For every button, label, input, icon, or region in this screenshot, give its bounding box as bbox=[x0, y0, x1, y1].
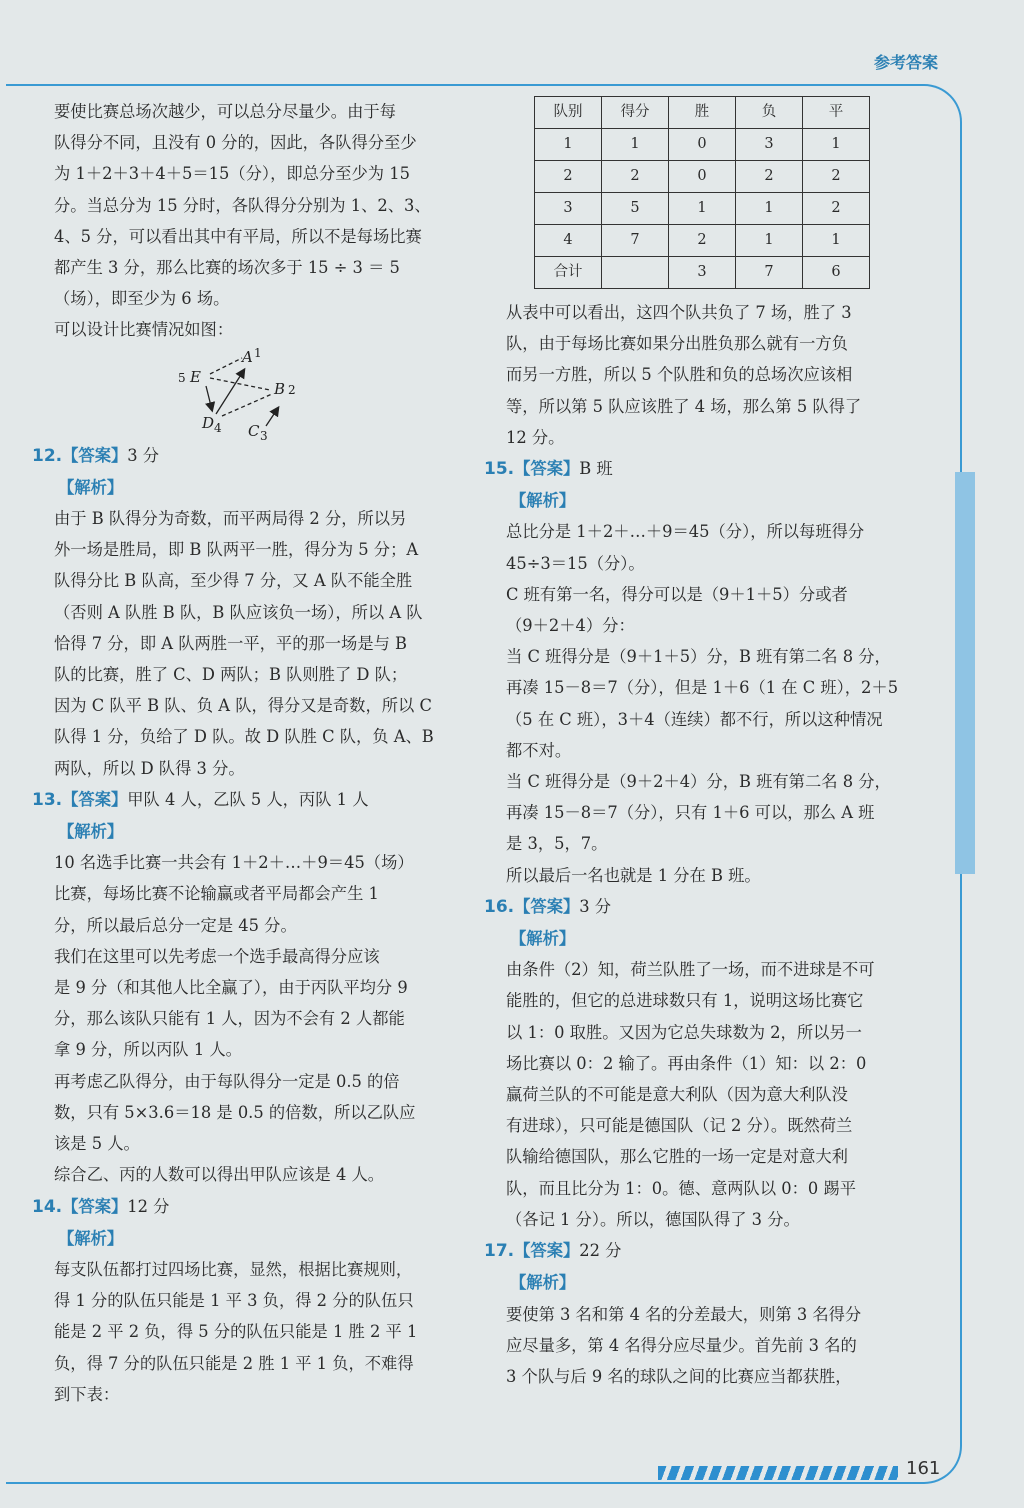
answer-line bbox=[32, 440, 452, 472]
table-cell: 合计 bbox=[535, 257, 602, 289]
question-12 bbox=[32, 440, 452, 784]
analysis-line: 都不对。 bbox=[506, 740, 572, 760]
question-number: 14. bbox=[32, 1196, 63, 1217]
table-row bbox=[535, 161, 870, 193]
edge-d-b bbox=[222, 394, 272, 416]
design-line: 可以设计比赛情况如图： bbox=[54, 320, 234, 340]
answer-line bbox=[484, 891, 904, 923]
analysis-line: 是 9 分（和其他人比全赢了），由于丙队平均分 9 bbox=[54, 978, 408, 998]
analysis-line: 赢荷兰队的不可能是意大利队（因为意大利队没 bbox=[506, 1085, 848, 1105]
analysis-line: 总比分是 1＋2＋…＋9＝45（分），所以每班得分 bbox=[506, 522, 865, 542]
analysis-line: 再凑 15－8＝7（分），只有 1＋6 可以，那么 A 班 bbox=[506, 803, 875, 823]
analysis-line: （9＋2＋4）分： bbox=[506, 616, 635, 636]
table-cell: 4 bbox=[535, 225, 602, 257]
analysis-line: （5 在 C 班），3＋4（连续）都不行，所以这种情况 bbox=[506, 709, 883, 729]
question-14-continued bbox=[484, 297, 904, 453]
analysis-tag-line bbox=[484, 923, 904, 954]
analysis-line: 再考虑乙队得分，由于每队得分一定是 0.5 的倍 bbox=[54, 1071, 400, 1091]
match-diagram-svg bbox=[32, 346, 452, 440]
analysis-line: 分，那么该队只能有 1 人，因为不会有 2 人都能 bbox=[54, 1009, 405, 1029]
table-cell: 2 bbox=[602, 161, 669, 193]
footer-stripes bbox=[658, 1466, 898, 1480]
analysis-line: 是 3，5，7。 bbox=[506, 834, 608, 854]
intro-line: 都产生 3 分，那么比赛的场次多于 15 ÷ 3 ＝ 5 bbox=[54, 258, 400, 278]
table-cell bbox=[602, 257, 669, 289]
analysis-line: 负，得 7 分的队伍只能是 2 胜 1 平 1 负，不难得 bbox=[54, 1353, 414, 1373]
analysis-line: 两队，所以 D 队得 3 分。 bbox=[54, 758, 245, 778]
analysis-line: 3 个队与后 9 名的球队之间的比赛应当都获胜， bbox=[506, 1366, 852, 1386]
analysis-line: 有进球），只可能是德国队（记 2 分）。既然荷兰 bbox=[506, 1116, 853, 1136]
table-header-cell: 得分 bbox=[602, 97, 669, 129]
edge-c-b bbox=[266, 408, 278, 426]
node-e-num: 5 bbox=[178, 370, 186, 385]
analysis-line: 当 C 班得分是（9＋2＋4）分，B 班有第二名 8 分， bbox=[506, 772, 891, 792]
edge-e-d bbox=[206, 386, 212, 410]
node-a-num: 1 bbox=[254, 345, 262, 360]
table-cell: 1 bbox=[803, 129, 870, 161]
answer-text: 12 分 bbox=[127, 1196, 170, 1216]
answer-tag: 【答案】 bbox=[514, 896, 580, 916]
question-13 bbox=[32, 784, 452, 1191]
analysis-line: 得 1 分的队伍只能是 1 平 3 负，得 2 分的队伍只 bbox=[54, 1291, 414, 1311]
answer-text: B 班 bbox=[579, 459, 613, 479]
analysis-line: 应尽量多，第 4 名得分应尽量少。首先前 3 名的 bbox=[506, 1335, 857, 1355]
analysis-line: 45÷3＝15（分）。 bbox=[506, 553, 645, 573]
analysis-line: 队输给德国队，那么它胜的一场一定是对意大利 bbox=[506, 1147, 848, 1167]
table-row bbox=[535, 257, 870, 289]
answer-tag: 【答案】 bbox=[62, 445, 128, 465]
answer-tag: 【答案】 bbox=[514, 459, 580, 479]
analysis-tag-line bbox=[32, 816, 452, 847]
analysis-line: 分，所以最后总分一定是 45 分。 bbox=[54, 915, 297, 935]
analysis-line: 能是 2 平 2 负，得 5 分的队伍只能是 1 胜 2 平 1 bbox=[54, 1322, 418, 1342]
analysis-line: 拿 9 分，所以丙队 1 人。 bbox=[54, 1040, 242, 1060]
node-d: D bbox=[202, 413, 215, 432]
table-cell: 7 bbox=[602, 225, 669, 257]
answer-line bbox=[32, 784, 452, 816]
analysis-tag: 【解析】 bbox=[58, 1228, 124, 1248]
left-column bbox=[32, 96, 452, 1410]
table-cell: 1 bbox=[669, 193, 736, 225]
analysis-line: 数，只有 5×3.6＝18 是 0.5 的倍数，所以乙队应 bbox=[54, 1102, 416, 1122]
analysis-tag-line bbox=[484, 485, 904, 516]
table-header-cell: 负 bbox=[736, 97, 803, 129]
node-c: C bbox=[248, 421, 260, 440]
node-e: E bbox=[190, 367, 201, 386]
answer-text: 3 分 bbox=[127, 445, 160, 465]
analysis-tag: 【解析】 bbox=[58, 477, 124, 497]
table-cell: 3 bbox=[669, 257, 736, 289]
question-number: 12. bbox=[32, 445, 63, 466]
score-table bbox=[534, 96, 870, 289]
analysis-tag-line bbox=[32, 1223, 452, 1254]
question-number: 16. bbox=[484, 896, 515, 917]
analysis-line: 等，所以第 5 队应该胜了 4 场，那么第 5 队得了 bbox=[506, 396, 862, 416]
analysis-line: 10 名选手比赛一共会有 1＋2＋…＋9＝45（场） bbox=[54, 853, 414, 873]
answer-line bbox=[484, 453, 904, 485]
table-cell: 3 bbox=[535, 193, 602, 225]
analysis-line: 综合乙、丙的人数可以得出甲队应该是 4 人。 bbox=[54, 1165, 385, 1185]
analysis-line: 以 1：0 取胜。又因为它总失球数为 2，所以另一 bbox=[506, 1022, 862, 1042]
intro-line: 分。当总分为 15 分时，各队得分分别为 1、2、3、 bbox=[54, 195, 431, 215]
table-cell: 2 bbox=[535, 161, 602, 193]
intro-line: 队得分不同，且没有 0 分的，因此，各队得分至少 bbox=[54, 133, 417, 153]
table-cell: 5 bbox=[602, 193, 669, 225]
analysis-line: （否则 A 队胜 B 队，B 队应该负一场），所以 A 队 bbox=[54, 602, 423, 622]
analysis-line: （各记 1 分）。所以，德国队得了 3 分。 bbox=[506, 1209, 800, 1229]
table-cell: 0 bbox=[669, 129, 736, 161]
node-a: A bbox=[242, 347, 253, 366]
table-cell: 1 bbox=[736, 225, 803, 257]
intro-line: 4、5 分，可以看出其中有平局，所以不是每场比赛 bbox=[54, 226, 422, 246]
analysis-line: 比赛，每场比赛不论输赢或者平局都会产生 1 bbox=[54, 884, 379, 904]
analysis-line: 所以最后一名也就是 1 分在 B 班。 bbox=[506, 865, 761, 885]
question-number: 13. bbox=[32, 789, 63, 810]
analysis-line: 场比赛以 0：2 输了。再由条件（1）知：以 2：0 bbox=[506, 1053, 867, 1073]
table-cell: 1 bbox=[535, 129, 602, 161]
intro-line: 为 1＋2＋3＋4＋5＝15（分），即总分至少为 15 bbox=[54, 164, 410, 184]
question-17 bbox=[484, 1235, 904, 1392]
analysis-line: 由于 B 队得分为奇数，而平两局得 2 分，所以另 bbox=[54, 509, 407, 529]
analysis-line: 能胜的，但它的总进球数只有 1，说明这场比赛它 bbox=[506, 991, 864, 1011]
analysis-line: 要使第 3 名和第 4 名的分差最大，则第 3 名得分 bbox=[506, 1304, 862, 1324]
analysis-line: 再凑 15－8＝7（分），但是 1＋6（1 在 C 班），2＋5 bbox=[506, 678, 899, 698]
table-cell: 2 bbox=[736, 161, 803, 193]
analysis-line: C 班有第一名，得分可以是（9＋1＋5）分或者 bbox=[506, 584, 848, 604]
table-cell: 1 bbox=[803, 225, 870, 257]
analysis-line: 队得 1 分，负给了 D 队。故 D 队胜 C 队，负 A、B bbox=[54, 727, 434, 747]
intro-line: 要使比赛总场次越少，可以总分尽量少。由于每 bbox=[54, 102, 396, 121]
answer-tag: 【答案】 bbox=[62, 789, 128, 809]
analysis-line: 当 C 班得分是（9＋1＋5）分，B 班有第二名 8 分， bbox=[506, 647, 891, 667]
analysis-line: 我们在这里可以先考虑一个选手最高得分应该 bbox=[54, 946, 380, 966]
table-row bbox=[535, 225, 870, 257]
node-d-num: 4 bbox=[214, 420, 222, 435]
intro-line: （场），即至少为 6 场。 bbox=[54, 289, 230, 309]
table-cell: 2 bbox=[803, 161, 870, 193]
analysis-tag: 【解析】 bbox=[510, 491, 576, 511]
analysis-line: 队得分比 B 队高，至少得 7 分，又 A 队不能全胜 bbox=[54, 571, 413, 591]
side-tab bbox=[955, 472, 975, 874]
edge-e-b bbox=[210, 378, 270, 390]
edge-d-a bbox=[216, 370, 244, 414]
table-cell: 6 bbox=[803, 257, 870, 289]
table-cell: 1 bbox=[736, 193, 803, 225]
analysis-tag: 【解析】 bbox=[58, 822, 124, 842]
question-15 bbox=[484, 453, 904, 891]
table-header-cell: 队别 bbox=[535, 97, 602, 129]
table-header-cell: 胜 bbox=[669, 97, 736, 129]
answer-line bbox=[32, 1191, 452, 1223]
analysis-line: 队的比赛，胜了 C、D 两队；B 队则胜了 D 队； bbox=[54, 665, 408, 685]
analysis-line: 而另一方胜，所以 5 个队胜和负的总场次应该相 bbox=[506, 365, 853, 385]
analysis-tag-line bbox=[32, 472, 452, 503]
analysis-line: 从表中可以看出，这四个队共负了 7 场，胜了 3 bbox=[506, 303, 852, 322]
answer-tag: 【答案】 bbox=[514, 1241, 580, 1261]
analysis-line: 队，而且比分为 1：0。德、意两队以 0：0 踢平 bbox=[506, 1178, 857, 1198]
edge-e-a bbox=[210, 358, 242, 374]
analysis-line: 每支队伍都打过四场比赛，显然，根据比赛规则， bbox=[54, 1259, 413, 1279]
table-header-row bbox=[535, 97, 870, 129]
analysis-line: 该是 5 人。 bbox=[54, 1134, 140, 1154]
analysis-tag: 【解析】 bbox=[510, 1273, 576, 1293]
header-label: 参考答案 bbox=[873, 53, 938, 72]
question-16 bbox=[484, 891, 904, 1235]
answer-text: 甲队 4 人，乙队 5 人，丙队 1 人 bbox=[127, 789, 369, 809]
table-cell: 1 bbox=[602, 129, 669, 161]
question-number: 15. bbox=[484, 459, 515, 480]
table-header-cell: 平 bbox=[803, 97, 870, 129]
page-number: 161 bbox=[906, 1458, 941, 1479]
table-row bbox=[535, 129, 870, 161]
node-b: B bbox=[274, 379, 286, 398]
node-b-num: 2 bbox=[288, 382, 296, 397]
table-cell: 7 bbox=[736, 257, 803, 289]
answer-text: 3 分 bbox=[579, 896, 612, 916]
table-cell: 2 bbox=[803, 193, 870, 225]
answer-text: 22 分 bbox=[579, 1241, 622, 1261]
analysis-line: 由条件（2）知，荷兰队胜了一场，而不进球是不可 bbox=[506, 960, 875, 980]
question-14 bbox=[32, 1191, 452, 1410]
header-bar bbox=[0, 0, 1024, 80]
analysis-line: 恰得 7 分，即 A 队两胜一平，平的那一场是与 B bbox=[54, 633, 408, 653]
analysis-line: 12 分。 bbox=[506, 427, 565, 447]
question-number: 17. bbox=[484, 1241, 515, 1262]
analysis-line: 因为 C 队平 B 队、负 A 队，得分又是奇数，所以 C bbox=[54, 696, 432, 716]
table-cell: 2 bbox=[669, 225, 736, 257]
intro-text bbox=[32, 96, 452, 314]
node-c-num: 3 bbox=[260, 428, 268, 440]
analysis-tag: 【解析】 bbox=[510, 929, 576, 949]
table-cell: 0 bbox=[669, 161, 736, 193]
analysis-line: 外一场是胜局，即 B 队两平一胜，得分为 5 分；A bbox=[54, 540, 419, 560]
table-row bbox=[535, 193, 870, 225]
analysis-line: 队，由于每场比赛如果分出胜负那么就有一方负 bbox=[506, 334, 848, 354]
answer-line bbox=[484, 1235, 904, 1267]
right-column bbox=[484, 96, 904, 1392]
analysis-tag-line bbox=[484, 1267, 904, 1298]
table-cell: 3 bbox=[736, 129, 803, 161]
answer-tag: 【答案】 bbox=[62, 1196, 128, 1216]
match-diagram bbox=[32, 346, 452, 440]
analysis-line: 到下表： bbox=[54, 1384, 120, 1404]
